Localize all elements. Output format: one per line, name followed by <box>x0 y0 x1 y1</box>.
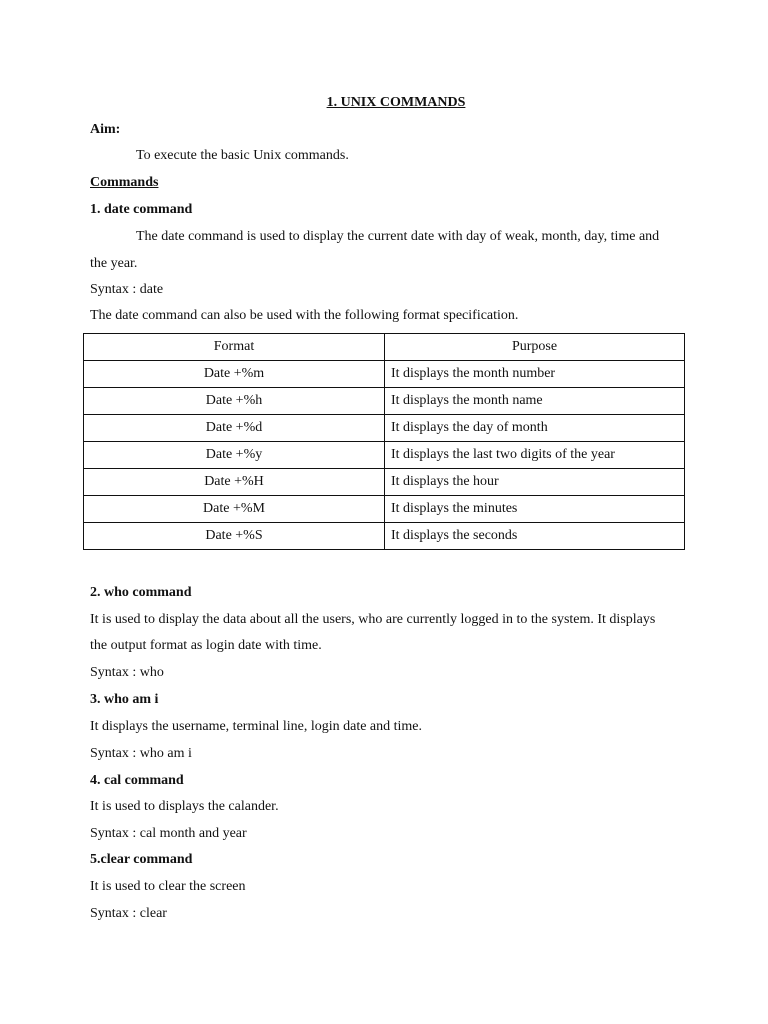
table-row <box>84 442 685 469</box>
format-cell: Date +%y <box>84 442 385 469</box>
purpose-cell: It displays the hour <box>385 469 685 496</box>
purpose-cell: It displays the day of month <box>385 415 685 442</box>
format-cell: Date +%M <box>84 496 385 523</box>
format-cell: Date +%m <box>84 361 385 388</box>
purpose-cell: It displays the minutes <box>385 496 685 523</box>
clear-command-syntax: Syntax : clear <box>90 906 167 921</box>
format-cell: Date +%h <box>84 388 385 415</box>
whoami-description: It displays the username, terminal line, login date and time. <box>90 719 423 734</box>
date-command-description-cont: the year. <box>90 256 138 271</box>
date-command-syntax: Syntax : date <box>90 282 164 297</box>
who-command-heading: 2. who command <box>90 585 192 600</box>
commands-heading: Commands <box>90 175 159 190</box>
date-command-description: The date command is used to display the current date with day of weak, month, day, time and <box>136 229 660 244</box>
purpose-cell: It displays the month number <box>385 361 685 388</box>
clear-command-heading: 5.clear command <box>90 852 193 867</box>
aim-heading: Aim: <box>90 122 121 137</box>
table-row <box>84 469 685 496</box>
cal-command-description: It is used to displays the calander. <box>90 799 279 814</box>
table-row <box>84 496 685 523</box>
date-command-heading: 1. date command <box>90 202 193 217</box>
purpose-cell: It displays the month name <box>385 388 685 415</box>
cal-command-syntax: Syntax : cal month and year <box>90 826 247 841</box>
format-cell: Date +%d <box>84 415 385 442</box>
format-column-header: Format <box>84 334 385 361</box>
date-format-intro: The date command can also be used with the following format specification. <box>90 308 519 323</box>
format-cell: Date +%H <box>84 469 385 496</box>
cal-command-heading: 4. cal command <box>90 773 184 788</box>
table-row <box>84 388 685 415</box>
purpose-column-header: Purpose <box>385 334 685 361</box>
page-title: 1. UNIX COMMANDS <box>326 95 466 110</box>
whoami-heading: 3. who am i <box>90 692 159 707</box>
purpose-cell: It displays the last two digits of the year <box>385 442 685 469</box>
who-command-syntax: Syntax : who <box>90 665 164 680</box>
who-command-description-cont: the output format as login date with time. <box>90 638 322 653</box>
table-header-row <box>84 334 685 361</box>
table-row <box>84 361 685 388</box>
format-cell: Date +%S <box>84 523 385 550</box>
aim-text: To execute the basic Unix commands. <box>136 148 349 163</box>
who-command-description: It is used to display the data about all the users, who are currently logged in to the system. It displays <box>90 612 656 627</box>
table-row <box>84 415 685 442</box>
date-format-table <box>83 333 685 550</box>
purpose-cell: It displays the seconds <box>385 523 685 550</box>
whoami-syntax: Syntax : who am i <box>90 746 192 761</box>
table-row <box>84 523 685 550</box>
clear-command-description: It is used to clear the screen <box>90 879 246 894</box>
